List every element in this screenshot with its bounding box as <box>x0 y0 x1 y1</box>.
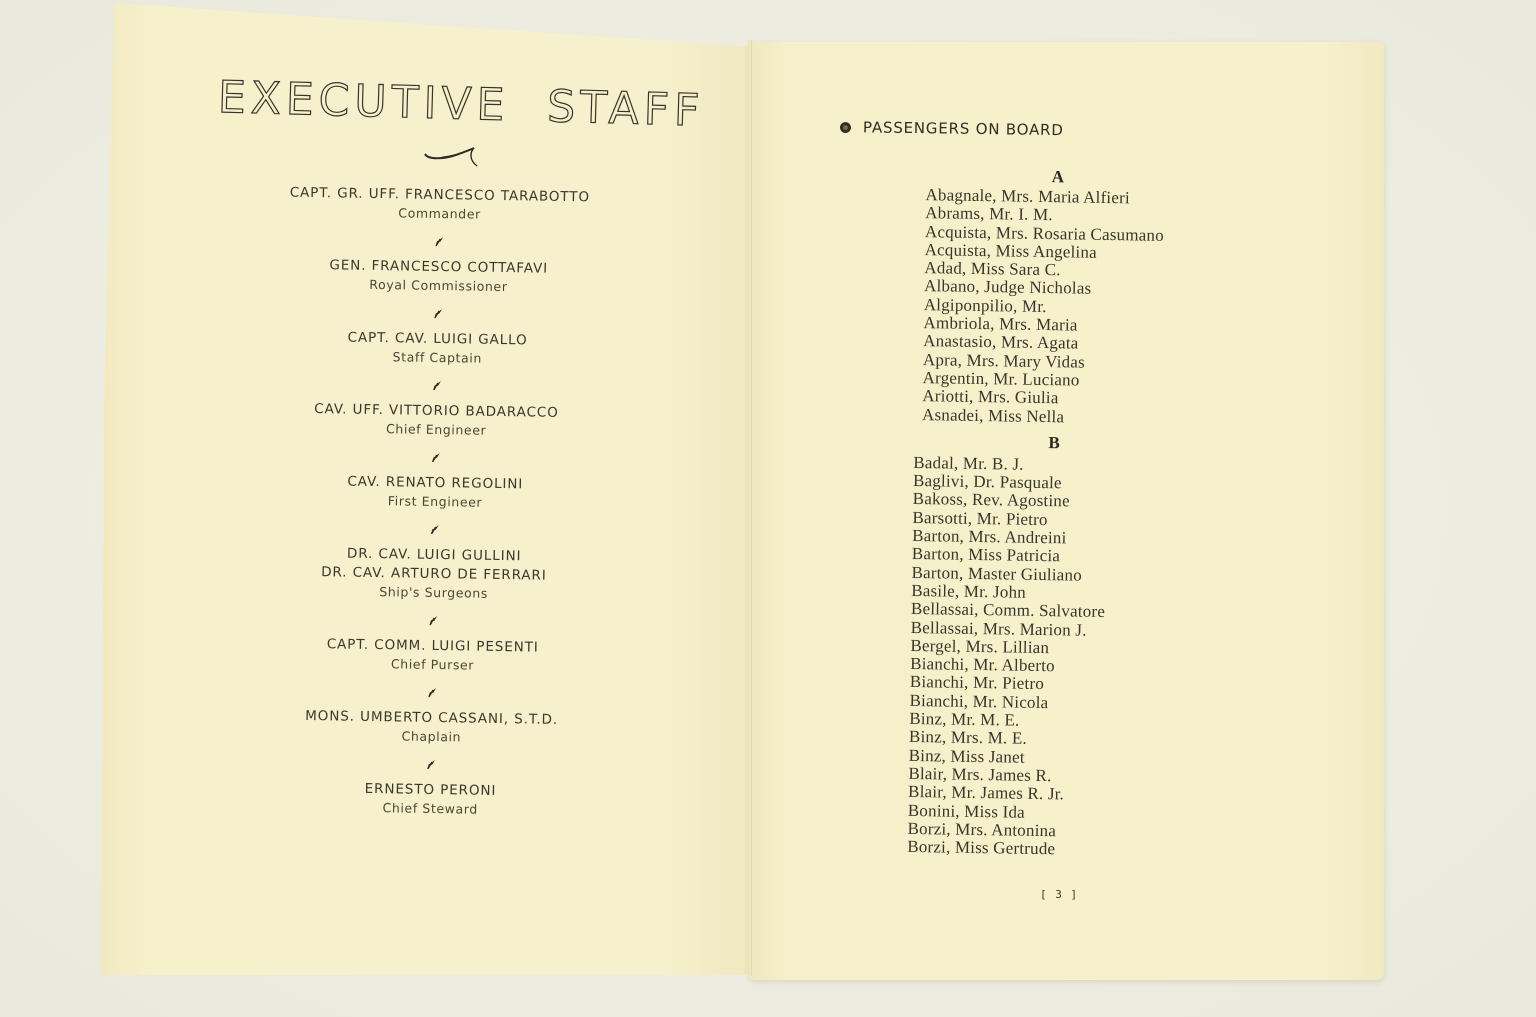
staff-name: ERNESTO PERONI <box>364 780 497 799</box>
passenger-list-item: Blair, Mrs. James R. <box>908 763 1052 786</box>
passenger-list-item: Bakoss, Rev. Agostine <box>912 489 1070 511</box>
passenger-list-item: Badal, Mr. B. J. <box>913 452 1024 474</box>
passenger-list-item: Binz, Mrs. M. E. <box>908 727 1028 749</box>
staff-name: CAV. RENATO REGOLINI <box>347 473 524 493</box>
staff-name: CAV. UFF. VITTORIO BADARACCO <box>314 401 559 421</box>
bullet-icon <box>840 122 851 133</box>
staff-role: Commander <box>398 205 481 222</box>
passenger-list-item: Anastasio, Mrs. Agata <box>923 331 1079 353</box>
passengers-heading-text: PASSENGERS ON BOARD <box>862 118 1064 140</box>
staff-role: Chief Steward <box>382 800 478 817</box>
passenger-list-item: Apra, Mrs. Mary Vidas <box>922 349 1086 372</box>
passenger-section-b <box>907 430 1214 861</box>
passenger-list-item: Abagnale, Mrs. Maria Alfieri <box>925 185 1131 208</box>
passenger-list-item: Blair, Mr. James R. Jr. <box>907 782 1065 804</box>
staff-name: DR. CAV. LUIGI GULLINI <box>346 545 522 565</box>
passengers-heading <box>840 118 1064 139</box>
page-number: [ 3 ] <box>1040 888 1079 901</box>
passenger-list-item: Borzi, Mrs. Antonina <box>907 818 1057 841</box>
passenger-list-item: Bonini, Miss Ida <box>907 800 1026 822</box>
passenger-list-item: Barsotti, Mr. Pietro <box>912 507 1048 529</box>
passenger-list-item: Acquista, Miss Angelina <box>924 240 1098 262</box>
staff-name: CAPT. CAV. LUIGI GALLO <box>347 329 528 349</box>
passenger-section-a <box>914 164 1218 429</box>
passenger-list-item: Abrams, Mr. I. M. <box>925 203 1053 225</box>
staff-name: MONS. UMBERTO CASSANI, S.T.D. <box>305 707 559 728</box>
staff-role: Chief Purser <box>390 656 475 673</box>
passenger-list-item: Argentin, Mr. Luciano <box>922 368 1080 390</box>
passenger-list-item: Binz, Mr. M. E. <box>909 708 1020 730</box>
staff-role: Ship's Surgeons <box>379 584 489 601</box>
executive-staff-list <box>180 182 690 822</box>
flourish-ornament-icon <box>422 142 482 170</box>
passenger-list-item: Bianchi, Mr. Alberto <box>910 654 1056 676</box>
staff-name: CAPT. GR. UFF. FRANCESCO TARABOTTO <box>289 184 591 206</box>
staff-entry <box>183 542 684 606</box>
title-word-executive: EXECUTIVE <box>217 72 511 132</box>
staff-role: Chief Engineer <box>385 421 487 438</box>
passenger-list-item: Algiponpilio, Mr. <box>923 294 1047 316</box>
staff-role: First Engineer <box>387 493 483 510</box>
passenger-list-item: Barton, Mrs. Andreini <box>912 526 1067 548</box>
passenger-list <box>907 164 1218 861</box>
passenger-list-item: Ambriola, Mrs. Maria <box>923 313 1078 335</box>
passenger-list-item: Bianchi, Mr. Nicola <box>909 690 1049 712</box>
passenger-list-item: Bellassai, Comm. Salvatore <box>910 599 1106 622</box>
section-letter-heading: A <box>1051 167 1065 187</box>
book-spine <box>748 40 752 976</box>
staff-role: Royal Commissioner <box>369 276 508 295</box>
title-word-staff: STAFF <box>546 81 706 137</box>
passenger-list-item: Bergel, Mrs. Lillian <box>910 635 1050 657</box>
passenger-list-item: Barton, Miss Patricia <box>911 544 1061 566</box>
passenger-list-item: Adad, Miss Sara C. <box>924 258 1061 280</box>
staff-name: CAPT. COMM. LUIGI PESENTI <box>326 636 539 656</box>
passenger-list-item: Bellassai, Mrs. Marion J. <box>910 617 1087 640</box>
passenger-list-item: Baglivi, Dr. Pasquale <box>912 471 1062 493</box>
passenger-list-item: Ariotti, Mrs. Giulia <box>922 386 1059 408</box>
staff-entry <box>180 777 681 822</box>
staff-name: GEN. FRANCESCO COTTAFAVI <box>329 257 549 277</box>
staff-role: Chaplain <box>401 728 462 745</box>
passenger-list-item: Barton, Master Giuliano <box>911 562 1083 585</box>
staff-name: DR. CAV. ARTURO DE FERRARI <box>321 564 547 584</box>
staff-role: Staff Captain <box>392 349 483 366</box>
passenger-list-item: Bianchi, Mr. Pietro <box>909 672 1045 694</box>
section-letter-heading: B <box>1048 432 1059 453</box>
passenger-list-item: Albano, Judge Nicholas <box>923 276 1092 299</box>
passenger-list-item: Borzi, Miss Gertrude <box>907 837 1056 859</box>
passenger-list-item: Acquista, Mrs. Rosaria Casumano <box>924 221 1165 245</box>
passenger-list-item: Asnadei, Miss Nella <box>921 404 1065 426</box>
passenger-list-item: Binz, Miss Janet <box>908 745 1025 767</box>
passenger-list-item: Basile, Mr. John <box>911 580 1027 602</box>
